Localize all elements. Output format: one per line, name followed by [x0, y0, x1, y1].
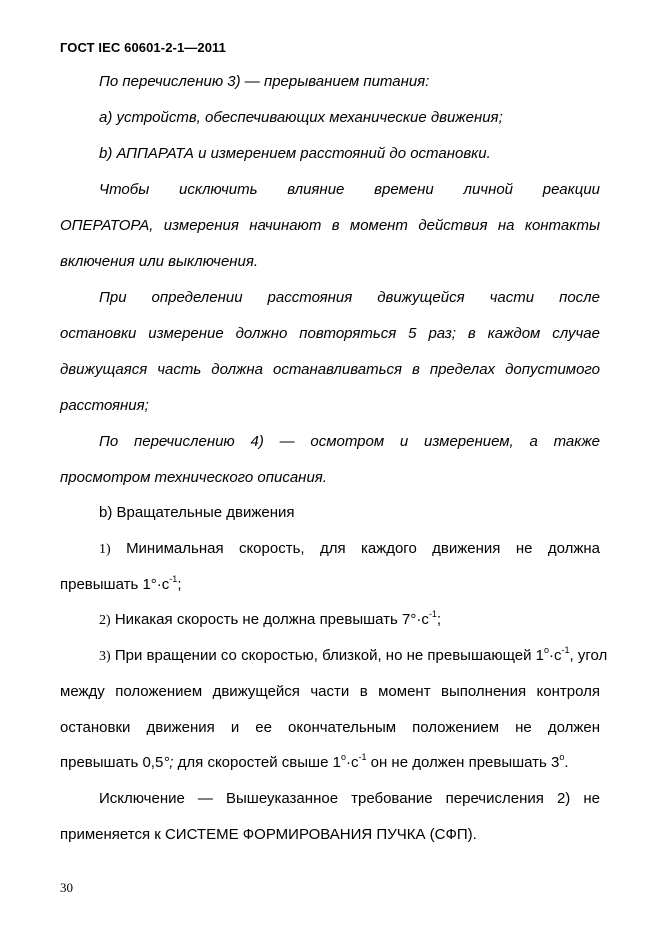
- text-span: превышать 1°·c: [60, 576, 170, 593]
- text-span: , угол: [569, 647, 608, 664]
- degree-sign: o: [543, 645, 549, 655]
- text-span: ·c: [549, 647, 562, 664]
- list-text: При вращении со скоростью, близкой, но не превышающей 1: [114, 647, 544, 664]
- text-line: остановки движения и ее окончательным положением не должен: [60, 719, 600, 736]
- list-number: 1): [99, 542, 111, 557]
- text-span: он не должен превышать 3: [366, 754, 560, 771]
- text-line: [60, 753, 600, 773]
- text-line: При определении расстояния движущейся части после: [99, 289, 600, 306]
- text-line: остановки измерение должно повторяться 5 раз; в каждом случае: [60, 325, 600, 342]
- text-line: Исключение — Вышеуказанное требование перечисления 2) не: [99, 790, 600, 807]
- text-line: По перечислению 3) — прерыванием питания:: [99, 73, 430, 90]
- text-line: a) устройств, обеспечивающих механические движения;: [99, 109, 503, 126]
- list-text: Минимальная скорость, для каждого движения не должна: [126, 540, 600, 557]
- text-line: ОПЕРАТОРА, измерения начинают в момент действия на контакты: [60, 217, 600, 234]
- text-line: расстояния;: [60, 397, 149, 414]
- superscript: -1: [358, 752, 367, 762]
- superscript: -1: [561, 645, 570, 655]
- superscript: -1: [428, 609, 437, 619]
- text-line: движущаяся часть должна останавливаться в пределах допустимого: [60, 361, 600, 378]
- text-span: для скоростей свыше 1: [173, 754, 341, 771]
- text-line: просмотром технического описания.: [60, 469, 327, 486]
- text-span: .: [564, 754, 569, 771]
- degree-sign: o: [559, 752, 565, 762]
- text-line: между положением движущейся части в момент выполнения контроля: [60, 683, 600, 700]
- list-number: 3): [99, 649, 111, 664]
- text-line: По перечислению 4) — осмотром и измерением, а также: [99, 433, 600, 450]
- text-line: Чтобы исключить влияние времени личной реакции: [99, 181, 600, 198]
- list-number: 2): [99, 613, 111, 628]
- text-span: ;: [436, 611, 442, 628]
- standard-header: ГОСТ IEC 60601-2-1—2011: [60, 40, 226, 55]
- text-line: включения или выключения.: [60, 253, 259, 270]
- degree-sign: °;: [163, 754, 174, 771]
- text-span: превышать 0,5: [60, 754, 164, 771]
- text-line: b) АППАРАТА и измерением расстояний до остановки.: [99, 145, 491, 162]
- text-line: применяется к СИСТЕМЕ ФОРМИРОВАНИЯ ПУЧКА (СФП).: [60, 826, 477, 843]
- degree-sign: o: [340, 752, 346, 762]
- text-span: ;: [177, 576, 182, 593]
- list-item: [99, 539, 600, 560]
- superscript: -1: [169, 574, 178, 584]
- section-heading: b) Вращательные движения: [99, 504, 295, 521]
- page-number: 30: [60, 880, 73, 895]
- list-item: [99, 610, 600, 631]
- text-line: [60, 575, 600, 595]
- text-span: ·c: [345, 754, 359, 771]
- list-text: Никакая скорость не должна превышать 7°·c: [114, 611, 429, 628]
- list-item: [99, 645, 608, 667]
